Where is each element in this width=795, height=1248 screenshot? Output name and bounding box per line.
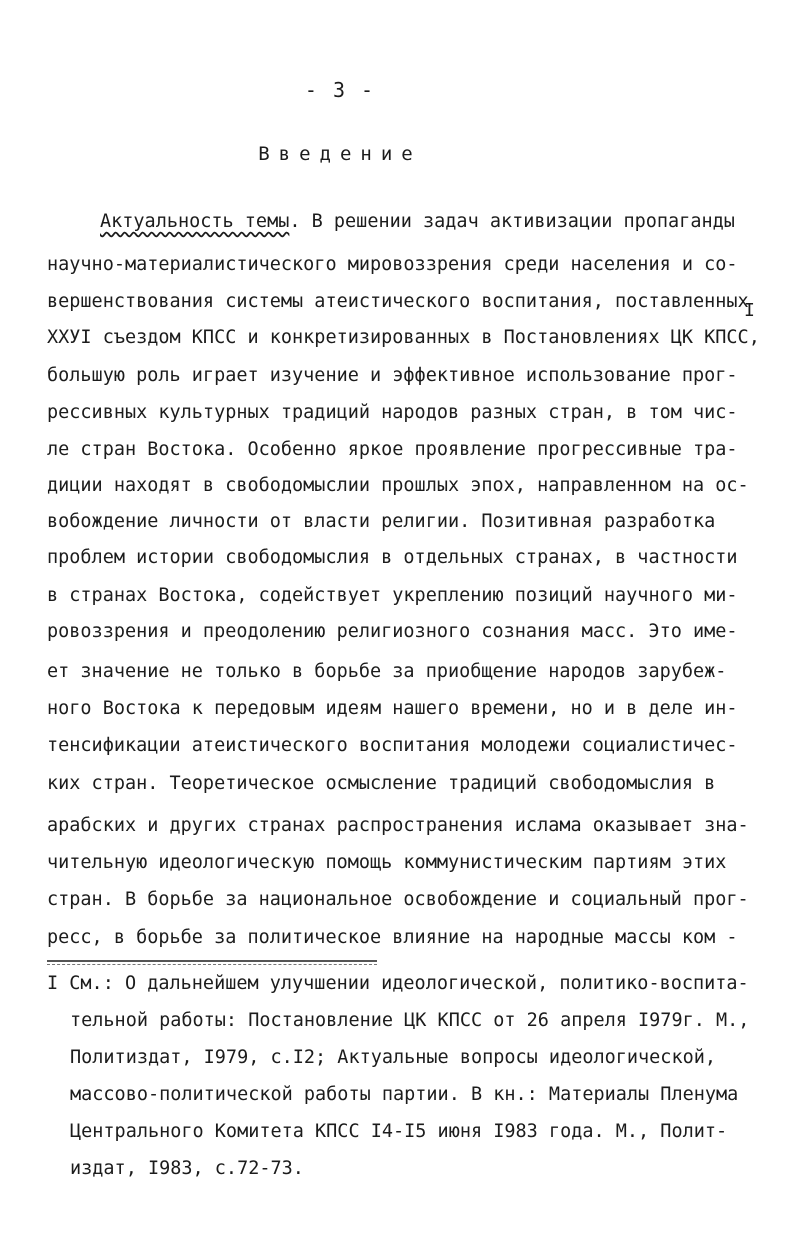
body-line [47, 364, 738, 388]
body-line [47, 926, 738, 950]
body-line [47, 546, 738, 570]
body-line [47, 888, 749, 912]
body-line-text: рессивных культурных традиций народов разных стран, в том чис- [47, 402, 738, 423]
body-line-text: в странах Востока, содействует укреплению позиций научного ми- [47, 585, 738, 606]
body-line [47, 734, 738, 758]
body-line [47, 772, 715, 796]
body-line-text: . В решении задач активизации пропаганды [289, 211, 735, 232]
footnote-line: массово-политической работы партии. В кн.: Материалы Пленума [70, 1084, 739, 1105]
body-line-text: проблем истории свободомыслия в отдельных странах, в частности [47, 547, 738, 568]
footnote-marker: I [744, 300, 755, 321]
body-line-text: арабских и других странах распространения ислама оказывает зна- [47, 815, 749, 836]
footnote-line: издат, I983, с.72-73. [70, 1158, 304, 1179]
body-line-text: ного Востока к передовым идеям нашего времени, но и в деле ин- [47, 698, 738, 719]
body-line-text: тенсификации атеистического воспитания молодежи социалистичес- [47, 735, 738, 756]
footnote-line: Политиздат, I979, с.I2; Актуальные вопросы идеологической, [70, 1047, 717, 1068]
body-line [47, 326, 760, 350]
footnote-line: тельной работы: Постановление ЦК КПСС от 26 апреля I979г. М., [70, 1010, 750, 1031]
body-line-text: вершенствования системы атеистического воспитания, поставленных [47, 291, 749, 312]
body-line [47, 697, 738, 721]
body-line-text: ле стран Востока. Особенно яркое проявление прогрессивные тра- [47, 439, 738, 460]
body-line [100, 210, 735, 234]
body-line-text: ет значение не только в борьбе за приобщение народов зарубеж- [47, 661, 727, 682]
body-line-text: ких стран. Теоретическое осмысление традиций свободомыслия в [47, 773, 716, 794]
body-line [47, 438, 738, 462]
body-line [47, 510, 715, 534]
body-line [47, 660, 726, 684]
body-line [47, 814, 749, 838]
body-line [47, 474, 749, 498]
body-line-text: ровоззрения и преодолению религиозного сознания масс. Это име- [47, 621, 738, 642]
body-line [47, 851, 726, 875]
body-line-text: вобождение личности от власти религии. Позитивная разработка [47, 511, 716, 532]
section-lead-underlined: Актуальность темы [100, 211, 290, 232]
body-line-text: XXУI съездом КПСС и конкретизированных в Постановлениях ЦК КПСС, [47, 327, 760, 348]
section-heading: Введение [258, 143, 422, 165]
footnote-line: I См.: О дальнейшем улучшении идеологической, политико-воспита- [47, 973, 749, 994]
body-line [47, 620, 738, 644]
body-line-text: стран. В борьбе за национальное освобождение и социальный прог- [47, 889, 749, 910]
body-line [47, 253, 738, 277]
body-line [47, 401, 738, 425]
body-line-text: большую роль играет изучение и эффективное использование прог- [47, 365, 738, 386]
body-line-text: ресс, в борьбе за политическое влияние на народные массы ком - [47, 927, 738, 948]
footnote-line: Центрального Комитета КПСС I4-I5 июня I983 года. М., Полит- [70, 1121, 728, 1142]
body-line [47, 584, 738, 608]
body-line [47, 290, 749, 314]
body-line-text: чительную идеологическую помощь коммунистическим партиям этих [47, 852, 727, 873]
body-line-text: научно-материалистического мировоззрения среди населения и со- [47, 254, 738, 275]
footnote-rule-dashed [47, 964, 377, 965]
footnote-rule [47, 960, 377, 962]
body-line-text: диции находят в свободомыслии прошлых эпох, направленном на ос- [47, 475, 749, 496]
page-number: - 3 - [304, 78, 376, 102]
